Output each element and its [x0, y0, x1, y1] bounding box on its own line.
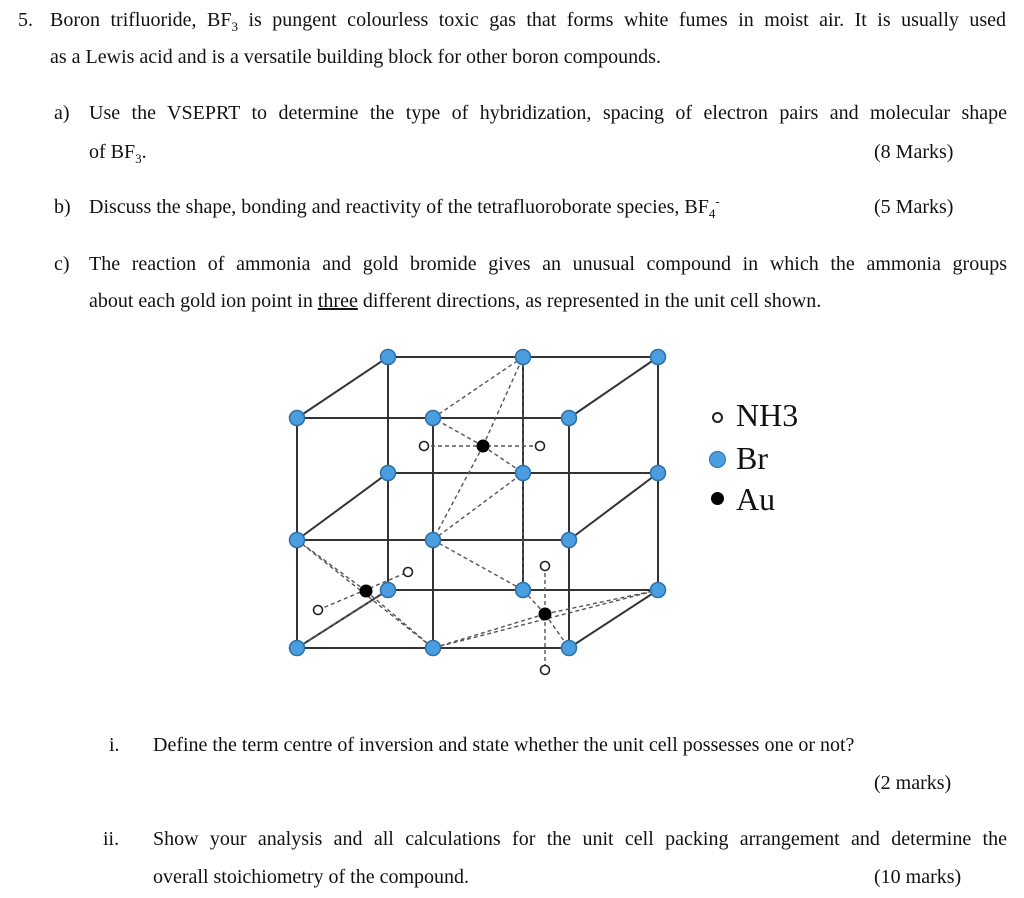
- sub-i-text: Define the term centre of inversion and state whether the unit cell possesses one or not?: [153, 734, 855, 756]
- nh3-atoms: [314, 442, 550, 675]
- au-atom: [477, 440, 490, 453]
- nh3-atom: [541, 666, 550, 675]
- br-atom: [562, 411, 577, 426]
- sub-ii-marks: (10 marks): [874, 866, 962, 888]
- br-atom: [290, 641, 305, 656]
- part-c-label: c): [54, 253, 70, 275]
- sub-ii-line1: Show your analysis and all calculations for the unit cell packing arrangement and determine the: [153, 828, 1007, 850]
- legend-nh3: NH3: [736, 397, 799, 433]
- br-atom: [516, 466, 531, 481]
- au-atom: [539, 608, 552, 621]
- question-number: 5.: [18, 9, 33, 31]
- au-legend-icon: [711, 492, 724, 505]
- sub-i-label: i.: [109, 734, 120, 756]
- diagram-legend: [700, 395, 840, 525]
- br-atoms: [290, 350, 666, 656]
- legend-au: Au: [736, 481, 776, 517]
- sub-i-marks: (2 marks): [874, 772, 952, 794]
- nh3-atom: [404, 568, 413, 577]
- nh3-atom: [420, 442, 429, 451]
- part-b-text: Discuss the shape, bonding and reactivity of the tetrafluoroborate species, $BF_4^-$: [89, 193, 720, 221]
- br-atom: [426, 533, 441, 548]
- br-atom: [381, 583, 396, 598]
- nh3-atom: [541, 562, 550, 571]
- legend-br: Br: [736, 440, 768, 476]
- br-atom: [290, 411, 305, 426]
- part-b-marks: (5 Marks): [874, 196, 954, 218]
- question-intro-line1: Boron trifluoride, $BF_3$ is pungent colourless toxic gas that forms white fumes in moist air. It is usually used: [50, 9, 1007, 34]
- br-atom: [651, 466, 666, 481]
- part-a-marks: (8 Marks): [874, 141, 954, 163]
- au-atom: [360, 585, 373, 598]
- part-a-line1: Use the VSEPRT to determine the type of hybridization, spacing of electron pairs and molecular shape: [89, 102, 1007, 124]
- br-atom: [651, 350, 666, 365]
- part-a-label: a): [54, 102, 70, 124]
- br-atom: [381, 350, 396, 365]
- br-atom: [651, 583, 666, 598]
- br-atom: [426, 641, 441, 656]
- br-atom: [562, 533, 577, 548]
- unit-cell-diagram: [280, 340, 700, 690]
- part-c-line2: about each gold ion point in three different directions, as represented in the unit cell shown.: [89, 290, 822, 312]
- br-atom: [426, 411, 441, 426]
- br-atom: [381, 466, 396, 481]
- part-c-line1: The reaction of ammonia and gold bromide gives an unusual compound in which the ammonia groups: [89, 253, 1007, 275]
- br-atom: [290, 533, 305, 548]
- br-legend-icon: [709, 451, 726, 468]
- part-b-label: b): [54, 196, 71, 218]
- br-atom: [516, 350, 531, 365]
- part-a-line2: of $BF_3$.: [89, 141, 147, 166]
- question-intro-line2: as a Lewis acid and is a versatile building block for other boron compounds.: [50, 46, 661, 68]
- nh3-atom: [314, 606, 323, 615]
- sub-ii-label: ii.: [103, 828, 120, 850]
- sub-ii-line2: overall stoichiometry of the compound.: [153, 866, 470, 888]
- br-atom: [562, 641, 577, 656]
- nh3-atom: [536, 442, 545, 451]
- nh3-legend-icon: [712, 412, 723, 423]
- br-atom: [516, 583, 531, 598]
